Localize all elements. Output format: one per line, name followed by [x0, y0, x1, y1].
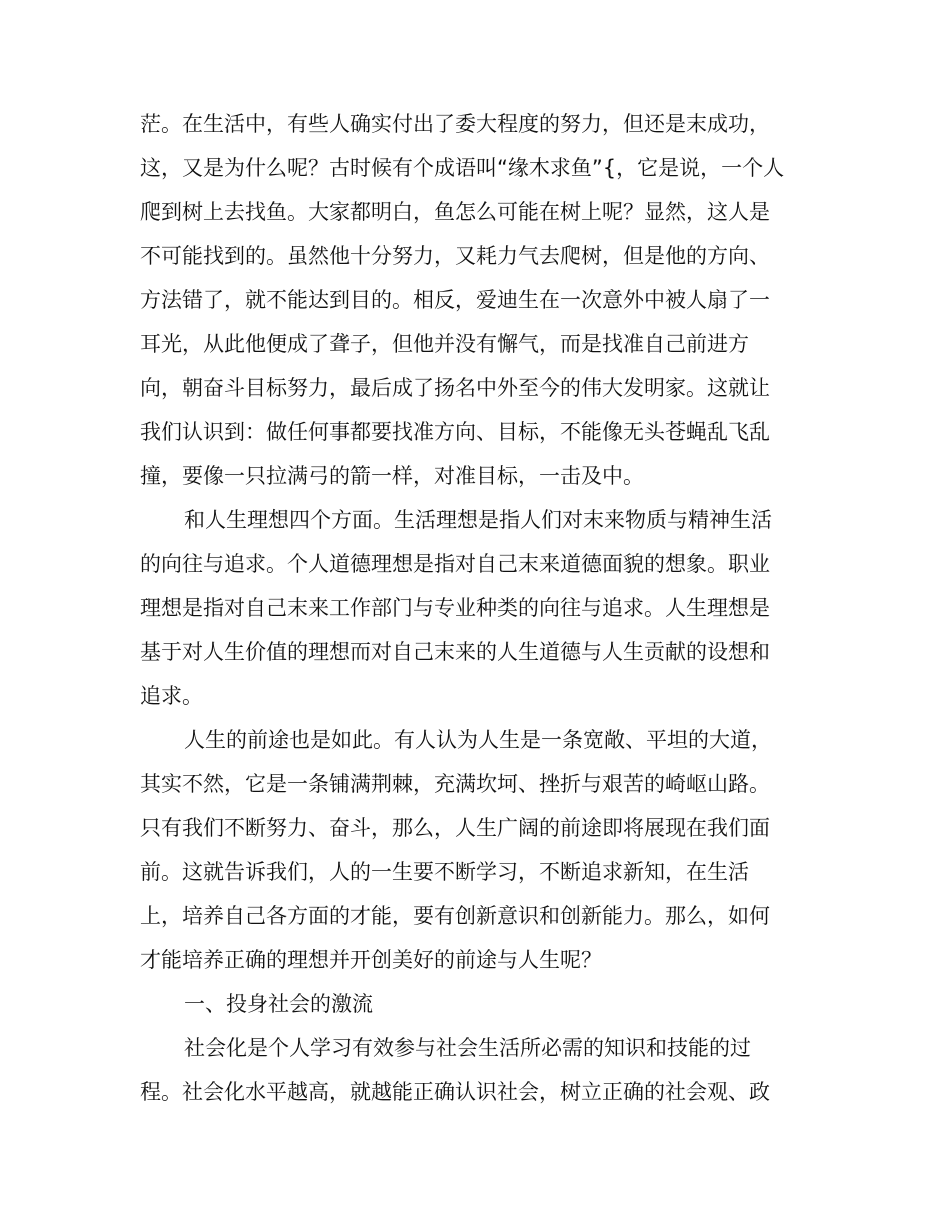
text-line: 这，又是为什么呢？古时候有个成语叫“缘木求鱼”{，它是说，一个人 [140, 156, 785, 180]
paragraph-3 [140, 718, 805, 982]
text-line: 撞，要像一只拉满弓的箭一样，对准目标，一击及中。 [140, 464, 644, 488]
section-heading [140, 982, 805, 1026]
text-line: 爬到树上去找鱼。大家都明白，鱼怎么可能在树上呢？显然，这人是 [140, 200, 770, 224]
text-line: 向，朝奋斗目标努力，最后成了扬名中外至今的伟大发明家。这就让 [140, 376, 770, 400]
document-body [140, 102, 805, 1114]
paragraph-4 [140, 1026, 805, 1114]
text-line: 其实不然，它是一条铺满荆棘，充满坎坷、挫折与艰苦的崎岖山路。 [140, 772, 770, 796]
text-line: 只有我们不断努力、奋斗，那么，人生广阔的前途即将展现在我们面 [140, 816, 770, 840]
text-line: 追求。 [140, 684, 203, 708]
text-line: 理想是指对自己末来工作部门与专业种类的向往与追求。人生理想是 [140, 596, 770, 620]
text-line: 方法错了，就不能达到目的。相反，爱迪生在一次意外中被人扇了一 [140, 288, 770, 312]
text-line: 的向往与追求。个人道德理想是指对自己末来道德面貌的想象。职业 [140, 552, 770, 576]
heading-line: 一、投身社会的激流 [184, 992, 373, 1016]
text-line: 和人生理想四个方面。生活理想是指人们对末来物质与精神生活 [184, 508, 772, 532]
text-line: 人生的前途也是如此。有人认为人生是一条宽敞、平坦的大道， [184, 728, 772, 752]
text-line: 茫。在生活中，有些人确实付出了委大程度的努力，但还是末成功， [140, 112, 770, 136]
paragraph-2 [140, 498, 805, 718]
text-line: 上，培养自己各方面的才能，要有创新意识和创新能力。那么，如何 [140, 904, 770, 928]
text-line: 耳光，从此他便成了聋子，但他并没有懈气，而是找准自己前进方 [140, 332, 749, 356]
paragraph-1 [140, 102, 805, 498]
text-line: 我们认识到：做任何事都要找准方向、目标，不能像无头苍蝇乱飞乱 [140, 420, 770, 444]
text-line: 前。这就告诉我们，人的一生要不断学习，不断追求新知，在生活 [140, 860, 749, 884]
text-line: 才能培养正确的理想并开创美好的前途与人生呢？ [140, 948, 602, 972]
text-line: 基于对人生价值的理想而对自己末来的人生道德与人生贡献的设想和 [140, 640, 770, 664]
text-line: 程。社会化水平越高，就越能正确认识社会，树立正确的社会观、政 [140, 1080, 770, 1104]
text-line: 社会化是个人学习有效参与社会生活所必需的知识和技能的过 [184, 1036, 751, 1060]
text-line: 不可能找到的。虽然他十分努力，又耗力气去爬树，但是他的方向、 [140, 244, 770, 268]
